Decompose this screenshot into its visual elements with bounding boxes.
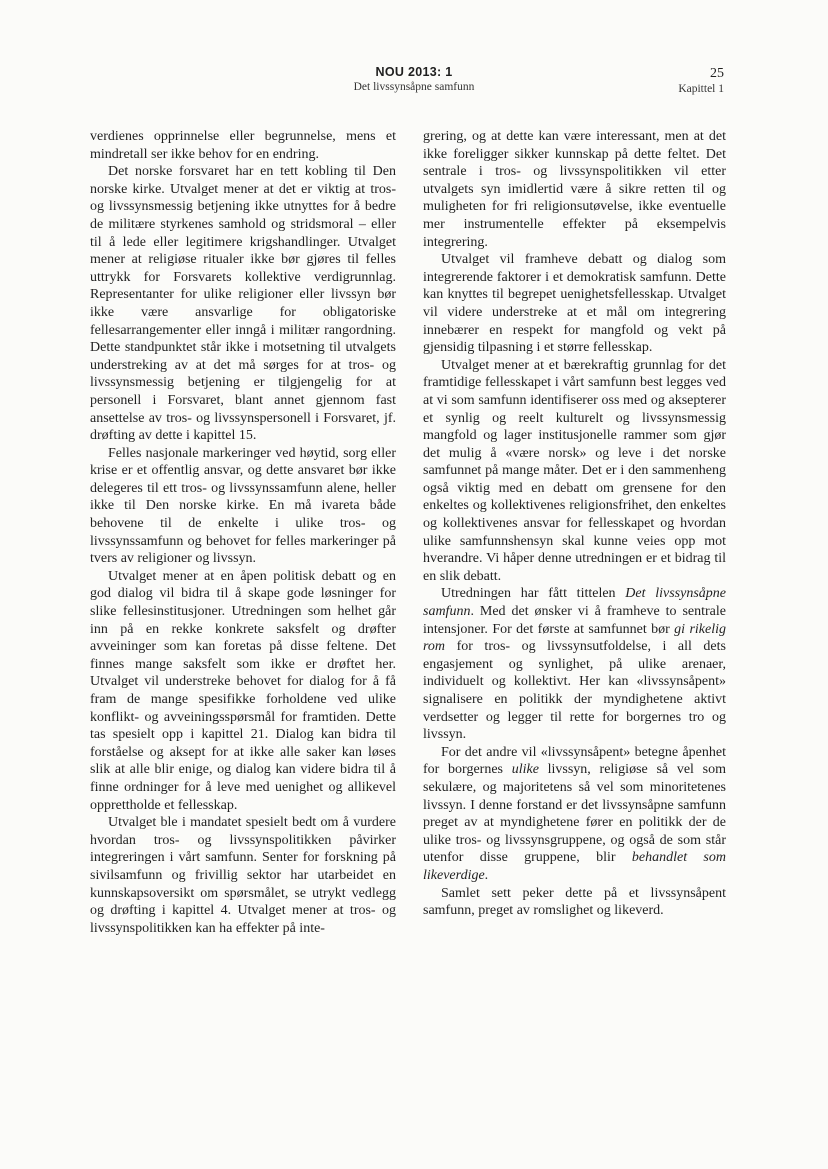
emphasis: gi rikelig rom — [423, 621, 726, 655]
text-run: livssyn, religiøse så vel som sekulære, og majoritetens så vel som minoritetenes livssyn. I denne forstand er det livssynsåpne samfunn preget av at myndighetene fører en politikk der de ulike tros- og livssynsgruppene, og også de som står utenfor disse gruppene, blir — [423, 762, 726, 866]
paragraph: grering, og at dette kan være interessant, men at det ikke foreligger sikker kunnskap på dette feltet. Det sentrale i tros- og livssynspolitikken vil etter utvalgets syn imidlertid være å sikre retten til og muligheten for fri religionsutøvelse, ikke eventuelle mer instrumentelle effekter på eksempelvis integrering. — [423, 129, 726, 250]
text-run: for tros- og livssynsutfoldelse, i all dets engasjement og synlighet, på ulike arenaer, individuelt og kollektivt. Her kan «livssynsåpent» signalisere en politikk der myndighetene aktivt verdsetter og legger til rette for borgernes tro og livssyn. — [423, 639, 726, 743]
paragraph: Det norske forsvaret har en tett kobling til Den norske kirke. Utvalget mener at det er viktig at tros- og livssynsmessig betjening ikke utnyttes for å bedre de militære styrkenes samhold og stridsmoral – eller til å lede eller legitimere krigshandlinger. Utvalget mener at religiøse ritualer ikke bør gjøres til felles uttrykk for Forsvarets kollektive verdigrunnlag. Representanter for ulike religioner eller livssyn bør ikke være ansvarlige for obligatoriske fellesarrangementer eller inngå i militær rangordning. Dette standpunktet står ikke i motsetning til utvalgets understreking av at det må sørges for at tros- og livssynsmessig betjening er tilgjengelig for at personell i Forsvaret, blant annet gjennom fast ansettelse av tros- og livssynspersonell i Forsvaret, jf. drøfting av dette i kapittel 15. — [90, 164, 396, 444]
paragraph: Felles nasjonale markeringer ved høytid, sorg eller krise er et offentlig ansvar, og dette ansvaret bør ikke delegeres til ett tros- og livssynssamfunn alene, heller ikke til Den norske kirke. En må ivareta både behovene til de enkelte i ulike tros- og livssynssamfunn og behovet for felles markeringer på tvers av religioner og livssyn. — [90, 445, 396, 567]
text-run: For det andre vil «livssynsåpent» betegne åpenhet for borgernes — [423, 744, 726, 778]
paragraph: Samlet sett peker dette på et livssynsåpent samfunn, preget av romslighet og likeverd. — [423, 885, 726, 919]
left-column — [90, 128, 396, 937]
paragraph — [423, 744, 726, 885]
paragraph: Utvalget mener at et bærekraftig grunnlag for det framtidige fellesskapet i vårt samfunn best legges ved at vi som samfunn identifiserer oss med og aksepterer et synlig og reelt kulturelt og livssynsmessig mangfold og lager institusjonelle rammer som gjør det mulig å «være norsk» og leve i det norske samfunnet på mange måter. Det er i den sammenheng også viktig med en debatt om grensene for den enkeltes og kollektivenes religionsfrihet, den enkeltes og kollektivenes ansvar for fellesskapet og hvordan ulike samfunnshensyn skal kunne veies opp mot hverandre. Vi håper denne utredningen er et bidrag til en slik debatt. — [423, 357, 726, 584]
paragraph: Utvalget ble i mandatet spesielt bedt om å vurdere hvordan tros- og livssynspolitikken påvirker integreringen i vårt samfunn. Senter for forskning på sivilsamfunn og frivillig sektor har utarbeidet en kunnskapsoversikt om spørsmålet, se utrykt vedlegg og drøfting i kapittel 4. Utvalget mener at tros- og livssynspolitikken kan ha effekter på inte- — [90, 815, 396, 936]
page-number: 25 — [710, 66, 724, 81]
chapter-label: Kapittel 1 — [678, 83, 724, 95]
text-run: . — [484, 867, 489, 883]
document-id: NOU 2013: 1 — [375, 65, 453, 79]
emphasis: behandlet som likeverdige — [423, 850, 726, 883]
page-locator — [678, 66, 724, 96]
text-run: Utredningen har fått tittelen — [441, 586, 626, 602]
paragraph — [423, 585, 726, 743]
paragraph: Utvalget vil framheve debatt og dialog som integrerende faktorer i et demokratisk samfunn. Dette kan knyttes til begrepet uenighetsfellesskap. Utvalget vil videre understreke at et mål om integrering innebærer en respekt for mangfold og vekt på gjensidig tilpasning i et større fellesskap. — [423, 252, 726, 356]
paragraph: verdienes opprinnelse eller begrunnelse, mens et mindretall ser ikke behov for en endring. — [90, 129, 396, 162]
paragraph: Utvalget mener at en åpen politisk debatt og en god dialog vil bidra til å skape gode løsninger for slike fellesinstitusjoner. Utredningen som helhet går inn på en rekke konkrete saksfelt og drøfter avveininger som kan foretas på disse feltene. Det finnes mange saksfelt som ikke er drøftet her. Utvalget vil understreke behovet for dialog for å få fram de mange spesifikke forholdene ved ulike konflikt- og avveiningsspørsmål for framtiden. Dette tas spesielt opp i kapittel 21. Dialog kan bidra til forståelse og aksept for at ikke alle saker kan løses slik at alle blir enige, og dialog kan videre bidra til å finne ordninger for å leve med uenighet og allikevel opprettholde et fellesskap. — [90, 568, 396, 813]
text-run: . Med det ønsker vi å framheve to sentrale intensjoner. For det første at samfunnet bør — [423, 604, 726, 637]
right-column — [423, 128, 726, 920]
emphasis: ulike — [511, 762, 539, 778]
document-subtitle: Det livssynsåpne samfunn — [353, 81, 475, 93]
report-title-emphasis: Det livssynsåpne samfunn — [423, 586, 727, 620]
